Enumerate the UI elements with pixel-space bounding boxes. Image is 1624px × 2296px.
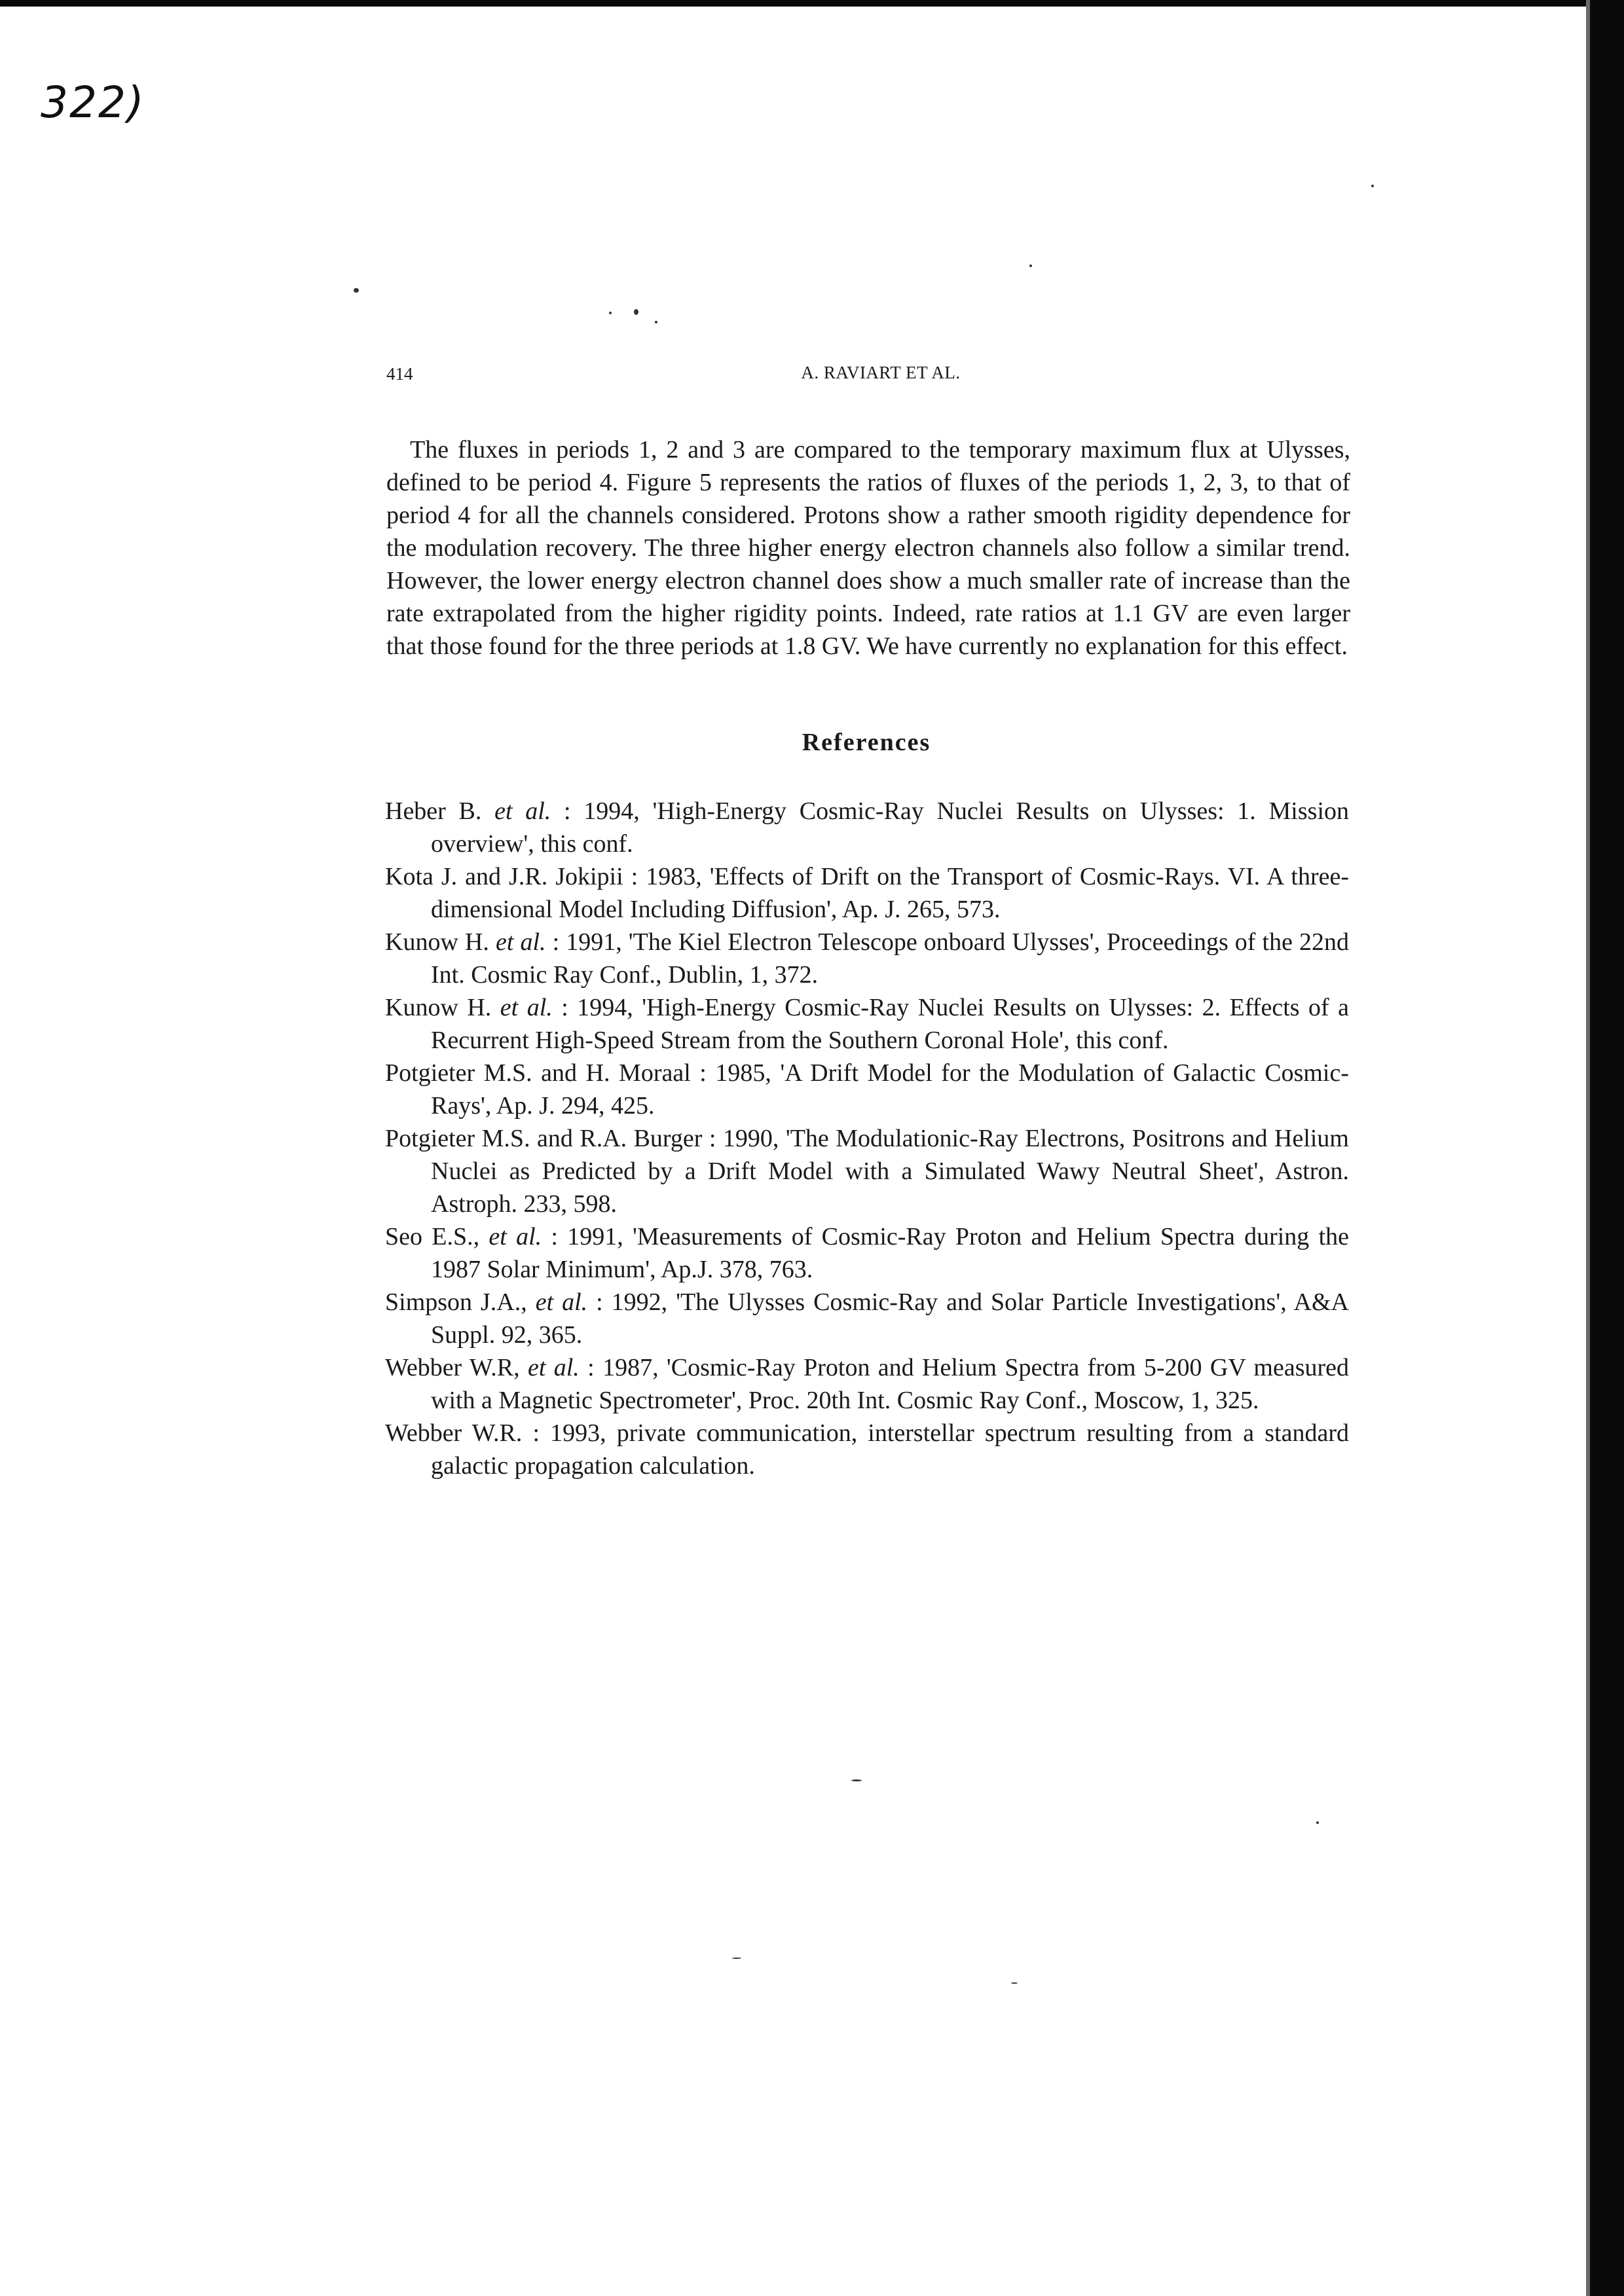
reference-item xyxy=(385,860,1349,926)
reference-author: Heber B. xyxy=(385,797,482,825)
reference-details: : 1983, 'Effects of Drift on the Transport of Cosmic-Rays. VI. A three-dimensional Model Including Diffusion', Ap. J. 265, 573. xyxy=(431,863,1349,923)
scan-speck xyxy=(732,1958,741,1959)
references-heading: References xyxy=(802,729,931,756)
reference-etal: et al. xyxy=(489,1223,542,1250)
reference-item xyxy=(385,1351,1349,1417)
scan-speck xyxy=(609,312,612,314)
reference-item xyxy=(385,795,1349,860)
reference-item xyxy=(385,1286,1349,1351)
reference-etal: et al. xyxy=(527,1354,580,1381)
reference-details: : 1994, 'High-Energy Cosmic-Ray Nuclei Results on Ulysses: 2. Effects of a Recurrent High-Speed Stream from the Southern Coronal Hole', this conf. xyxy=(431,994,1350,1054)
reference-etal: et al. xyxy=(535,1288,588,1316)
scan-speck xyxy=(1316,1821,1319,1824)
reference-item xyxy=(385,1122,1349,1220)
reference-details: : 1990, 'The Modulationic-Ray Electrons, Positrons and Helium Nuclei as Predicted by a Drift Model with a Simulated Wawy Neutral Sheet', Astron. Astroph. 233, 598. xyxy=(431,1125,1349,1218)
reference-author: Webber W.R. xyxy=(385,1419,523,1447)
reference-etal: et al. xyxy=(494,797,551,825)
reference-details: : 1992, 'The Ulysses Cosmic-Ray and Solar Particle Investigations', A&A Suppl. 92, 365. xyxy=(431,1288,1350,1349)
reference-item xyxy=(385,1057,1349,1122)
scan-speck xyxy=(354,288,359,293)
scan-speck xyxy=(655,321,657,323)
reference-etal: et al. xyxy=(500,994,553,1021)
scan-speck xyxy=(634,309,638,315)
reference-author: Simpson J.A., xyxy=(385,1288,527,1316)
reference-author: Webber W.R, xyxy=(385,1354,520,1381)
reference-details: : 1985, 'A Drift Model for the Modulation of Galactic Cosmic-Rays', Ap. J. 294, 425. xyxy=(431,1059,1349,1120)
scan-border-top xyxy=(0,0,1624,7)
reference-author: Kunow H. xyxy=(385,994,492,1021)
reference-author: Potgieter M.S. and R.A. Burger xyxy=(385,1125,703,1152)
page-number: 414 xyxy=(386,364,413,384)
body-paragraph: The fluxes in periods 1, 2 and 3 are compared to the temporary maximum flux at Ulysses, defined to be period 4. Figure 5 represents the ratios of fluxes of the periods 1, 2, 3, to that of period 4 for all the channels considered. Protons show a rather smooth rigidity dependence for the modulation recovery. The three higher energy electron channels also follow a similar trend. However, the lower energy electron channel does show a much smaller rate of increase than the rate extrapolated from the higher rigidity points. Indeed, rate ratios at 1.1 GV are even larger that those found for the three periods at 1.8 GV. We have currently no explanation for this effect. xyxy=(386,436,1350,660)
scan-speck xyxy=(1371,185,1374,187)
reference-details: : 1994, 'High-Energy Cosmic-Ray Nuclei Results on Ulysses: 1. Mission overview', this conf. xyxy=(431,797,1349,858)
reference-details: : 1991, 'Measurements of Cosmic-Ray Proton and Helium Spectra during the 1987 Solar Minimum', Ap.J. 378, 763. xyxy=(431,1223,1350,1283)
reference-details: : 1991, 'The Kiel Electron Telescope onboard Ulysses', Proceedings of the 22nd Int. Cosmic Ray Conf., Dublin, 1, 372. xyxy=(431,928,1350,989)
reference-etal: et al. xyxy=(495,928,546,956)
reference-author: Potgieter M.S. and H. Moraal xyxy=(385,1059,691,1087)
reference-list xyxy=(385,795,1349,1482)
scan-speck xyxy=(851,1779,862,1781)
reference-details: : 1987, 'Cosmic-Ray Proton and Helium Spectra from 5-200 GV measured with a Magnetic Spectrometer', Proc. 20th Int. Cosmic Ray Conf., Moscow, 1, 325. xyxy=(431,1354,1350,1414)
reference-author: Kunow H. xyxy=(385,928,489,956)
reference-item xyxy=(385,1220,1349,1286)
reference-author: Seo E.S., xyxy=(385,1223,480,1250)
reference-item xyxy=(385,926,1349,991)
scan-border-right xyxy=(1590,0,1624,2296)
running-head: A. RAVIART ET AL. xyxy=(801,363,961,382)
reference-item xyxy=(385,1417,1349,1482)
reference-author: Kota J. and J.R. Jokipii xyxy=(385,863,623,890)
reference-item xyxy=(385,991,1349,1057)
reference-details: : 1993, private communication, interstellar spectrum resulting from a standard galactic propagation calculation. xyxy=(431,1419,1350,1480)
scan-speck xyxy=(1029,264,1032,267)
handwritten-mark: 322) xyxy=(41,77,145,128)
scan-speck xyxy=(1011,1982,1018,1984)
